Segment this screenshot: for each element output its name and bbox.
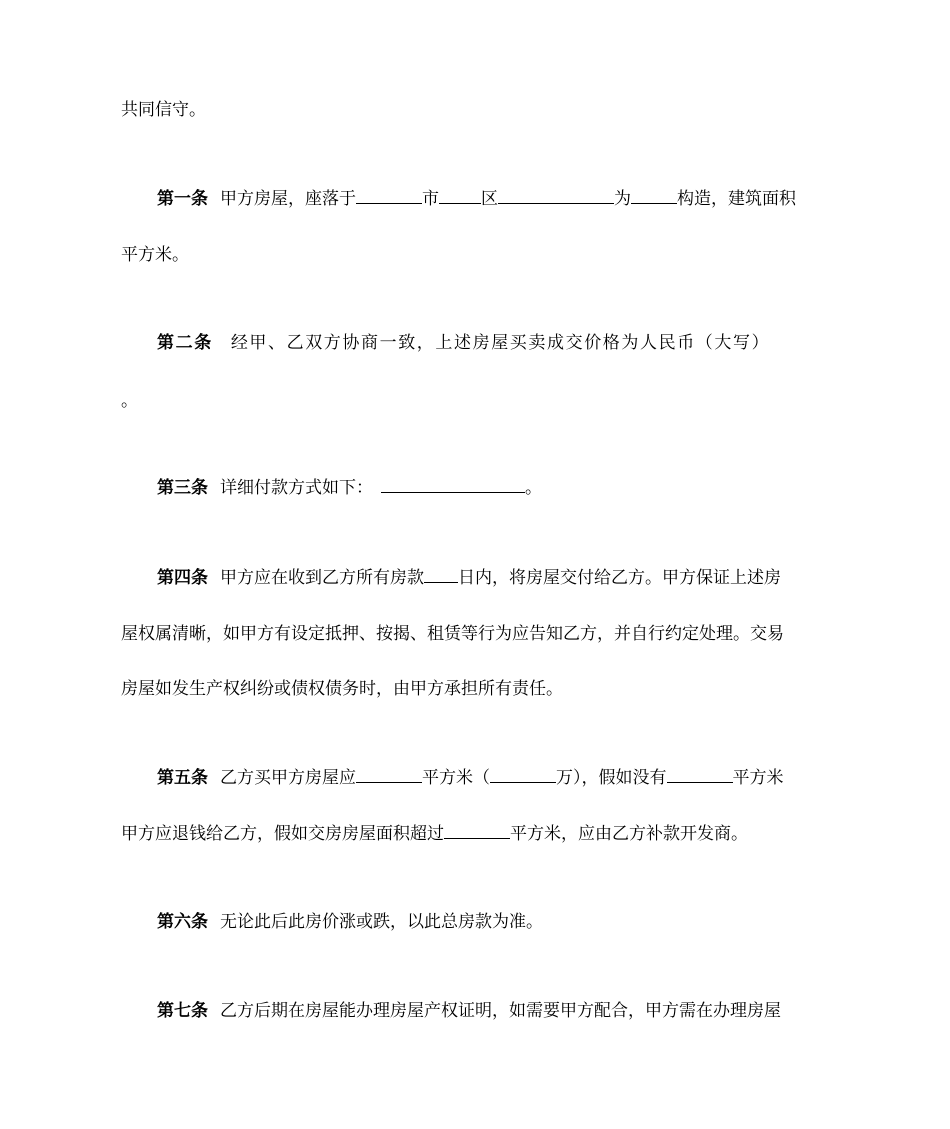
article-4-line-2: [121, 624, 784, 644]
blank-payment-method[interactable]: [381, 478, 525, 493]
article-4-text-1: 甲方应在收到乙方所有房款: [220, 568, 424, 588]
article-6-text-1: 无论此后此房价涨或跌，以此总房款为准。: [220, 912, 543, 932]
article-5-text-3: 万），假如没有: [556, 768, 667, 788]
article-5-text-2: 平方米（: [422, 768, 490, 788]
article-5-text-4: 平方米: [732, 768, 784, 788]
article-3-text-1: 详细付款方式如下：: [220, 478, 373, 498]
article-1-text-6: 平方米。: [121, 245, 189, 265]
article-4-line-3: [121, 679, 563, 699]
blank-area-shortfall[interactable]: [667, 768, 733, 783]
article-4-label: 第四条: [157, 568, 208, 588]
article-3-text-2: 。: [525, 478, 542, 498]
article-1-text-4: 为: [614, 189, 631, 209]
article-1-text-5: 构造，建筑面积: [677, 189, 796, 209]
blank-area-excess[interactable]: [444, 824, 510, 839]
article-5-label: 第五条: [157, 768, 208, 788]
blank-area[interactable]: [356, 768, 422, 783]
article-5-text-6: 平方米，应由乙方补款开发商。: [510, 824, 748, 844]
blank-district[interactable]: [439, 189, 481, 204]
article-1-line-1: [157, 189, 796, 209]
article-2-label: 第二条: [157, 333, 213, 353]
article-1-text-3: 区: [481, 189, 498, 209]
article-7-text-1: 乙方后期在房屋能办理房屋产权证明，如需要甲方配合，甲方需在办理房屋: [220, 1001, 781, 1021]
article-5-line-2: [121, 824, 748, 844]
article-6-label: 第六条: [157, 912, 208, 932]
article-5-text-5: 甲方应退钱给乙方，假如交房房屋面积超过: [121, 824, 444, 844]
article-1-line-2: [121, 245, 189, 265]
blank-days[interactable]: [424, 568, 458, 583]
article-7-line-1: [157, 1001, 781, 1021]
article-2-line-2: [121, 391, 138, 411]
article-4-text-2: 日内，将房屋交付给乙方。甲方保证上述房: [458, 568, 781, 588]
intro-text: 共同信守。: [121, 100, 206, 120]
article-1-text-1: 甲方房屋，座落于: [220, 189, 356, 209]
article-3-line-1: [157, 478, 542, 498]
article-4-text-3: 屋权属清晰，如甲方有设定抵押、按揭、租赁等行为应告知乙方，并自行约定处理。交易: [121, 624, 784, 644]
article-7-label: 第七条: [157, 1001, 208, 1021]
article-1-label: 第一条: [157, 189, 208, 209]
article-2-text-1: 经甲、乙双方协商一致，上述房屋买卖成交价格为人民币（大写）: [230, 333, 771, 353]
article-4-line-1: [157, 568, 781, 588]
article-4-text-4: 房屋如发生产权纠纷或债权债务时，由甲方承担所有责任。: [121, 679, 563, 699]
article-5-text-1: 乙方买甲方房屋应: [220, 768, 356, 788]
article-5-line-1: [157, 768, 784, 788]
blank-address[interactable]: [498, 189, 614, 204]
article-2-line-1: [157, 333, 770, 353]
article-1-text-2: 市: [422, 189, 439, 209]
paragraph-intro-end: [121, 100, 206, 120]
blank-structure[interactable]: [631, 189, 677, 204]
article-6-line-1: [157, 912, 543, 932]
blank-city[interactable]: [356, 189, 422, 204]
article-2-text-2: 。: [121, 391, 138, 411]
article-3-label: 第三条: [157, 478, 208, 498]
blank-amount[interactable]: [490, 768, 556, 783]
